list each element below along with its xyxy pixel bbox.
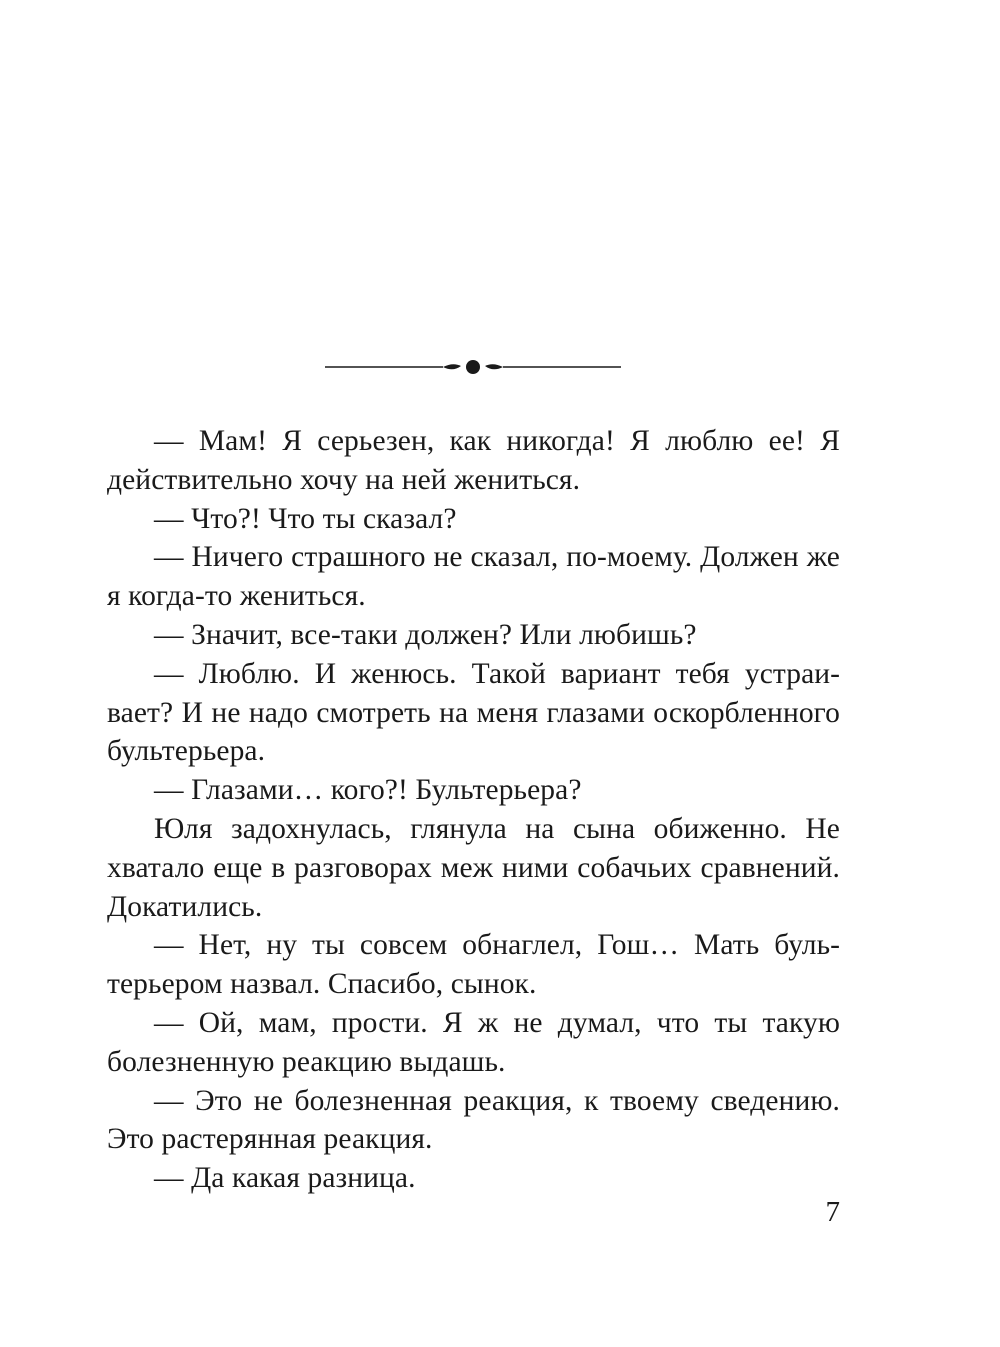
page-number: 7 bbox=[825, 1196, 840, 1228]
paragraph: Юля задохнулась, глянула на сына обиженно. Не хватало еще в разговорах меж ними собачьих сравнений. Докатились. bbox=[107, 812, 840, 923]
body-text bbox=[107, 422, 840, 1198]
paragraph: — Глазами… кого?! Бультерьера? bbox=[154, 774, 582, 807]
paragraph: — Ничего страшного не сказал, по-моему. Должен же я когда-то жениться. bbox=[107, 541, 840, 613]
paragraph: — Что?! Что ты сказал? bbox=[154, 502, 457, 535]
paragraph: — Да какая разница. bbox=[154, 1162, 416, 1195]
paragraph: — Это не болезненная реакция, к твоему сведению. Это растерянная реакция. bbox=[107, 1084, 840, 1156]
paragraph: — Значит, все-таки должен? Или любишь? bbox=[154, 618, 697, 651]
paragraph: — Мам! Я серьезен, как никогда! Я люблю ее! Я действительно хочу на ней жениться. bbox=[107, 425, 840, 496]
divider-ornament bbox=[325, 355, 621, 379]
paragraph: — Нет, ну ты совсем обнаглел, Гош… Мать бультерьером назвал. Спасибо, сынок. bbox=[107, 929, 840, 1001]
paragraph: — Ой, мам, прости. Я ж не думал, что ты такую болезненную реакцию выдашь. bbox=[107, 1006, 840, 1078]
paragraph: — Люблю. И женюсь. Такой вариант тебя устраивает? И не надо смотреть на меня глазами оскорбленного бультерьера. bbox=[107, 657, 840, 768]
